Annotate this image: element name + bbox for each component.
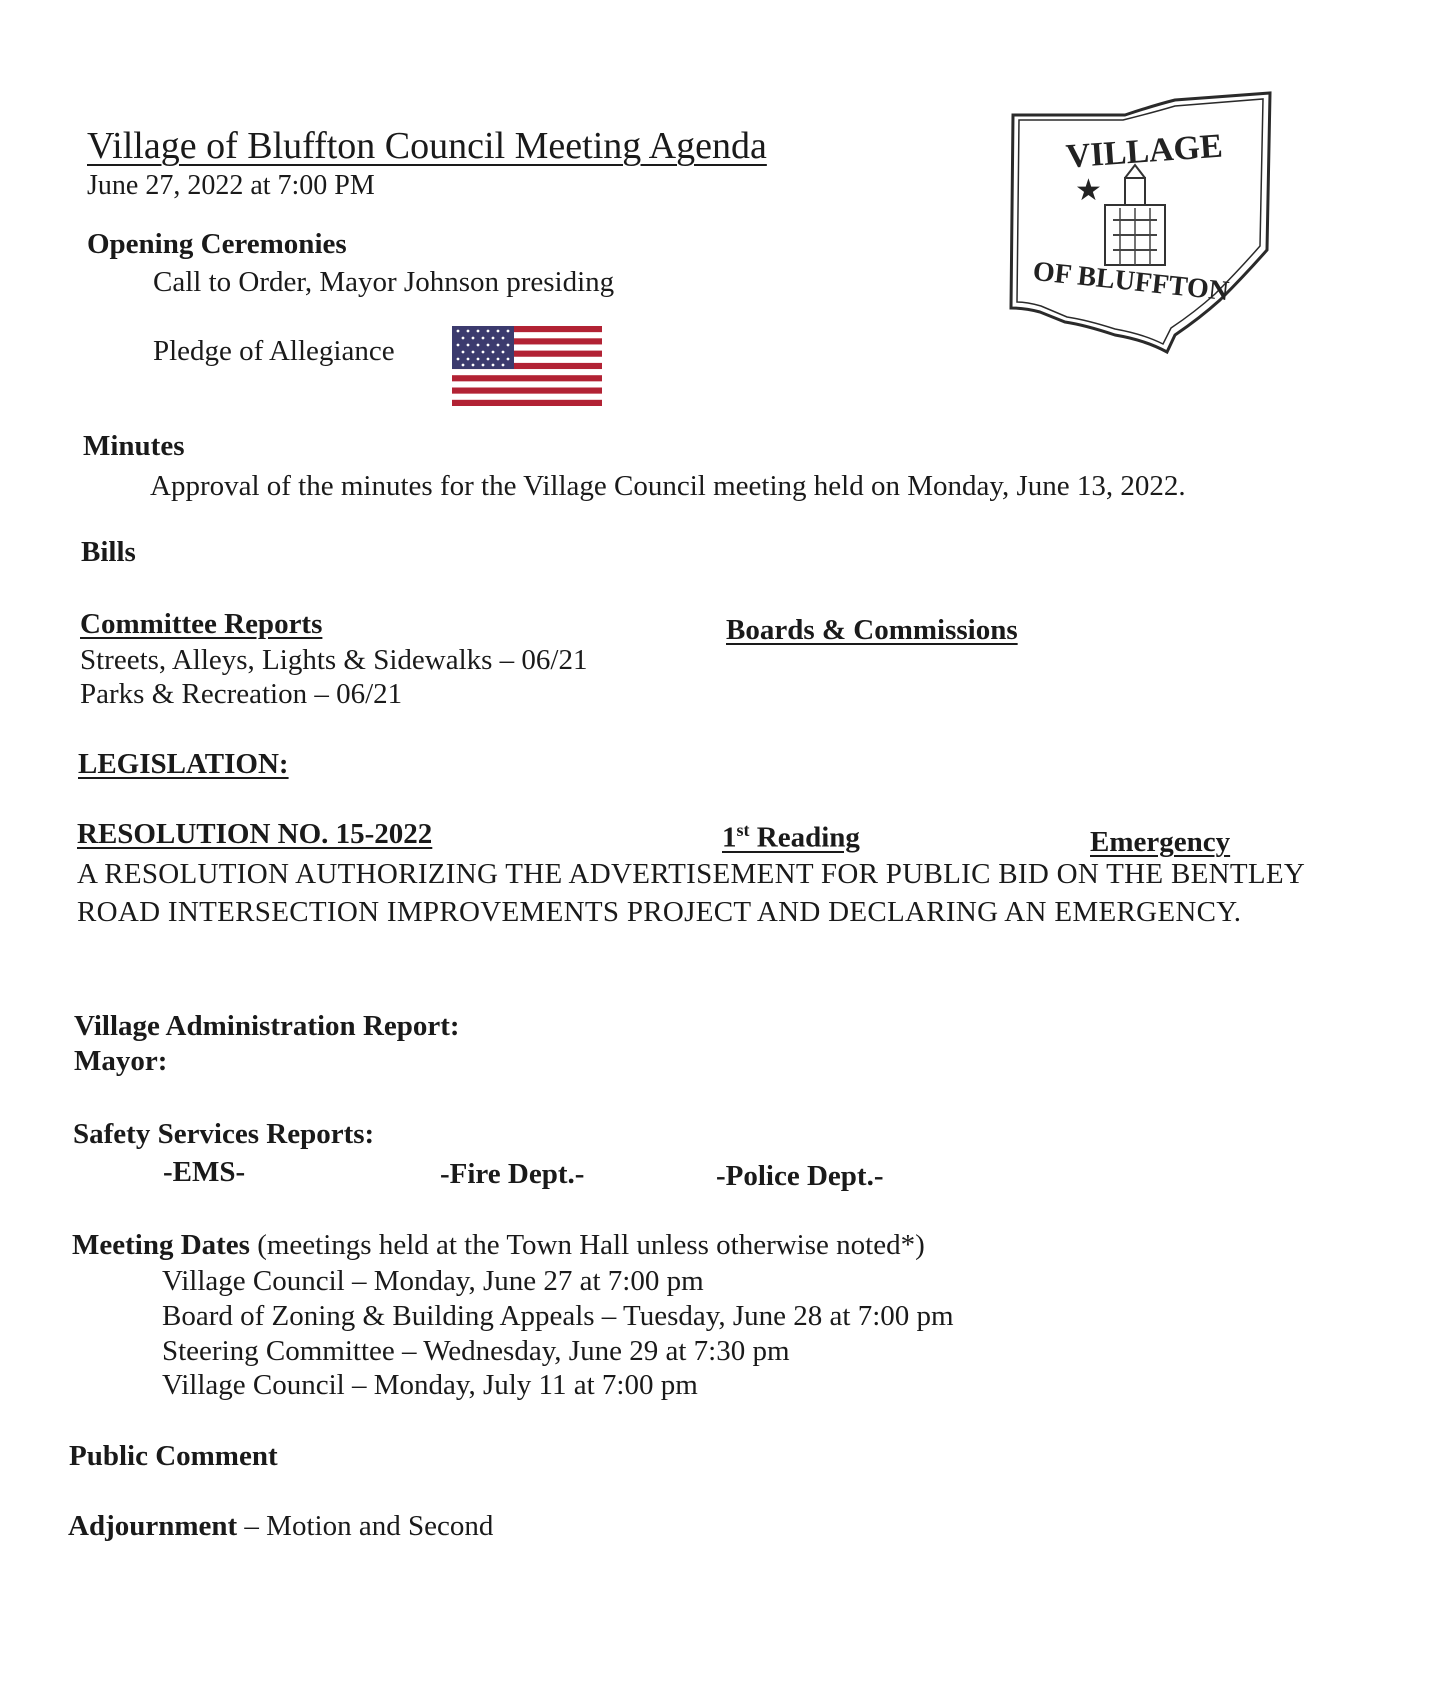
meeting-dates-heading: Meeting Dates xyxy=(72,1229,250,1261)
police-dept-label: -Police Dept.- xyxy=(716,1160,884,1192)
adjournment-heading: Adjournment xyxy=(68,1510,238,1542)
village-seal xyxy=(1005,90,1285,370)
meeting-dates-line xyxy=(72,1229,925,1262)
ohio-outline-icon xyxy=(1011,93,1270,352)
meeting-date-item: Steering Committee – Wednesday, June 29 at 7:30 pm xyxy=(162,1335,790,1367)
bills-heading: Bills xyxy=(81,536,136,568)
seal-top-text: VILLAGE xyxy=(1064,127,1224,176)
resolution-number: RESOLUTION NO. 15-2022 xyxy=(77,818,433,850)
ems-label: -EMS- xyxy=(163,1156,246,1188)
legislation-heading: LEGISLATION: xyxy=(78,748,289,780)
adjournment-text: – Motion and Second xyxy=(237,1510,494,1542)
meeting-date-item: Village Council – Monday, June 27 at 7:00 pm xyxy=(162,1265,704,1297)
administration-report-heading: Village Administration Report: xyxy=(74,1010,460,1042)
seal-bottom-text: OF BLUFFTON xyxy=(1031,255,1231,308)
pledge-of-allegiance: Pledge of Allegiance xyxy=(153,335,395,367)
meeting-date: June 27, 2022 at 7:00 PM xyxy=(87,170,375,201)
minutes-text: Approval of the minutes for the Village Council meeting held on Monday, June 13, 2022. xyxy=(150,470,1186,502)
boards-commissions-heading: Boards & Commissions xyxy=(726,614,1018,646)
emergency-label: Emergency xyxy=(1090,826,1231,858)
fire-dept-label: -Fire Dept.- xyxy=(440,1158,585,1190)
resolution-text-line-1: A RESOLUTION AUTHORIZING THE ADVERTISEMENT FOR PUBLIC BID ON THE BENTLEY xyxy=(77,858,1306,890)
committee-report-item: Streets, Alleys, Lights & Sidewalks – 06/21 xyxy=(80,644,588,676)
meeting-date-item: Board of Zoning & Building Appeals – Tuesday, June 28 at 7:00 pm xyxy=(162,1300,954,1332)
opening-ceremonies-heading: Opening Ceremonies xyxy=(87,228,347,260)
american-flag-icon xyxy=(452,326,602,411)
village-hall-icon xyxy=(1105,165,1165,265)
mayor-heading: Mayor: xyxy=(74,1045,168,1077)
meeting-date-item: Village Council – Monday, July 11 at 7:00 pm xyxy=(162,1369,698,1401)
adjournment-line xyxy=(68,1510,493,1543)
reading-label: 1st Reading xyxy=(722,820,860,854)
committee-reports-heading: Committee Reports xyxy=(80,608,323,640)
call-to-order: Call to Order, Mayor Johnson presiding xyxy=(153,266,615,298)
safety-services-heading: Safety Services Reports: xyxy=(73,1118,375,1150)
page-title: Village of Bluffton Council Meeting Agenda xyxy=(87,125,767,167)
resolution-text-line-2: ROAD INTERSECTION IMPROVEMENTS PROJECT AND DECLARING AN EMERGENCY. xyxy=(77,896,1242,928)
meeting-dates-note: (meetings held at the Town Hall unless otherwise noted*) xyxy=(249,1229,925,1261)
committee-report-item: Parks & Recreation – 06/21 xyxy=(80,678,403,710)
public-comment-heading: Public Comment xyxy=(69,1440,278,1472)
star-icon: ★ xyxy=(1075,173,1102,208)
minutes-heading: Minutes xyxy=(83,430,185,462)
